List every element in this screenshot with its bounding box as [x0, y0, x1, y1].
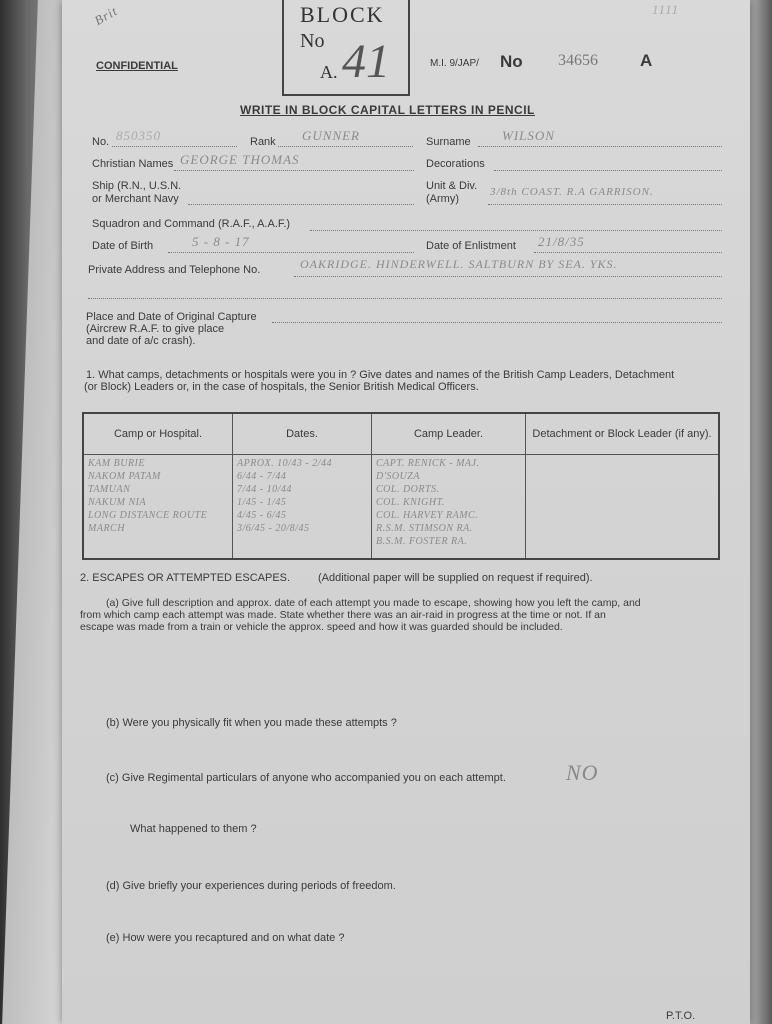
camp-leader: R.S.M. STIMSON RA. — [376, 523, 473, 534]
enlistment-line — [534, 252, 722, 253]
number-label: No — [500, 52, 523, 71]
table-row — [83, 455, 719, 560]
q2-c-answer: NO — [566, 760, 599, 785]
capture-label-line3: and date of a/c crash). — [86, 335, 196, 347]
col-leader-header: Camp Leader. — [372, 413, 526, 455]
stamp-line3: A. — [320, 62, 338, 82]
address-label: Private Address and Telephone No. — [88, 264, 261, 276]
top-right-handwriting: 1111 — [652, 2, 680, 17]
unit-label-line2: (Army) — [426, 193, 459, 205]
dob-label: Date of Birth — [92, 240, 154, 252]
camp-name: NAKOM PATAM — [88, 471, 161, 482]
ship-label-line2: or Merchant Navy — [92, 193, 179, 205]
instruction-heading: WRITE IN BLOCK CAPITAL LETTERS IN PENCIL — [240, 103, 535, 117]
q1-line1: 1. What camps, detachments or hospitals were you in ? Give dates and names of the British Camp Leaders, Detachment — [86, 369, 675, 381]
dob-line — [168, 252, 414, 253]
rank-label: Rank — [250, 136, 276, 148]
camp-date: 6/44 - 7/44 — [237, 471, 287, 482]
camp-leader: COL. HARVEY RAMC. — [376, 510, 479, 521]
stamp-line1: BLOCK — [300, 2, 385, 27]
unit-value: 3/8th COAST. R.A GARRISON. — [490, 186, 654, 198]
form-number: 34656 — [558, 52, 598, 69]
confidential-label: CONFIDENTIAL — [96, 60, 178, 72]
camp-date: 4/45 - 6/45 — [237, 510, 287, 521]
camp-name: TAMUAN — [88, 484, 131, 495]
col-dates-header: Dates. — [233, 413, 372, 455]
leaders-cell — [372, 455, 526, 560]
decorations-line — [494, 170, 722, 171]
ship-line — [188, 204, 414, 205]
dates-cell — [233, 455, 372, 560]
form-page — [62, 0, 750, 1024]
stamp-handwritten-number: 41 — [342, 35, 390, 88]
capture-label-line2: (Aircrew R.A.F. to give place — [86, 323, 225, 335]
camp-date: 1/45 - 1/45 — [237, 497, 287, 508]
enlistment-value: 21/8/35 — [538, 234, 585, 249]
form-suffix: A — [640, 51, 653, 70]
q2-a-line1: (a) Give full description and approx. date of each attempt you made to escape, showing how you left the camp, and — [106, 597, 641, 609]
camp-name: NAKUM NIA — [88, 497, 147, 508]
camp-name: KAM BURIE — [88, 458, 145, 469]
squadron-line — [310, 230, 722, 231]
col-camp-header: Camp or Hospital. — [83, 413, 233, 455]
christian-names-value: GEORGE THOMAS — [180, 152, 300, 167]
q1-line2: (or Block) Leaders or, in the case of hospitals, the Senior British Medical Officers. — [84, 381, 479, 393]
camp-leader: COL. KNIGHT. — [376, 497, 445, 508]
col-block-leader-header: Detachment or Block Leader (if any). — [526, 413, 720, 455]
q2-a-line3: escape was made from a train or vehicle the approx. speed and how it was guarded should be included. — [80, 621, 563, 633]
no-value: 850350 — [116, 128, 161, 143]
q2-c: (c) Give Regimental particulars of anyone who accompanied you on each attempt. — [106, 772, 506, 784]
camp-name: LONG DISTANCE ROUTE MARCH — [88, 510, 208, 534]
q2-c-followup: What happened to them ? — [130, 823, 257, 835]
squadron-label: Squadron and Command (R.A.F., A.A.F.) — [92, 218, 291, 230]
unit-label-line1: Unit & Div. — [426, 180, 478, 192]
camp-date: 3/6/45 - 20/8/45 — [237, 523, 310, 534]
surname-value: WILSON — [502, 128, 555, 143]
camps-cell — [83, 455, 233, 560]
camp-table — [82, 412, 720, 560]
block-stamp — [282, 0, 410, 96]
surname-line — [478, 146, 722, 147]
capture-line — [272, 322, 722, 323]
no-line — [112, 146, 237, 147]
capture-label-line1: Place and Date of Original Capture — [86, 311, 257, 323]
dob-value: 5 - 8 - 17 — [192, 234, 250, 249]
q2-note: (Additional paper will be supplied on request if required). — [318, 572, 593, 584]
ship-label-line1: Ship (R.N., U.S.N. — [92, 180, 182, 192]
corner-handwriting: Brit — [91, 3, 121, 29]
block-leaders-cell — [526, 455, 720, 560]
no-label: No. — [92, 136, 110, 148]
q2-b: (b) Were you physically fit when you made these attempts ? — [106, 717, 397, 729]
decorations-label: Decorations — [426, 158, 485, 170]
unit-line — [488, 204, 722, 205]
christian-names-line — [174, 170, 414, 171]
stamp-line2: No — [300, 30, 325, 52]
rank-value: GUNNER — [302, 128, 360, 143]
address-line — [294, 276, 722, 277]
pto-label: P.T.O. — [666, 1010, 696, 1022]
camp-date: 7/44 - 10/44 — [237, 484, 292, 495]
q2-title: 2. ESCAPES OR ATTEMPTED ESCAPES. — [80, 572, 291, 584]
table-header-row — [83, 413, 719, 455]
mi-reference: M.I. 9/JAP/ — [430, 58, 479, 69]
christian-names-label: Christian Names — [92, 158, 174, 170]
q2-e: (e) How were you recaptured and on what date ? — [106, 932, 345, 944]
enlistment-label: Date of Enlistment — [426, 240, 516, 252]
address-value: OAKRIDGE. HINDERWELL. SALTBURN BY SEA. YKS. — [300, 257, 618, 271]
camp-leader: B.S.M. FOSTER RA. — [376, 536, 468, 547]
q2-d: (d) Give briefly your experiences during periods of freedom. — [106, 880, 396, 892]
address-line-2 — [88, 298, 722, 299]
q2-a-line2: from which camp each attempt was made. State whether there was an air-raid in progress at the time or not. If an — [80, 609, 606, 621]
camp-leader: CAPT. RENICK - MAJ. D'SOUZA — [376, 458, 480, 482]
camp-date: APROX. 10/43 - 2/44 — [237, 458, 333, 469]
surname-label: Surname — [426, 136, 471, 148]
rank-line — [278, 146, 413, 147]
camp-leader: COL. DORTS. — [376, 484, 440, 495]
